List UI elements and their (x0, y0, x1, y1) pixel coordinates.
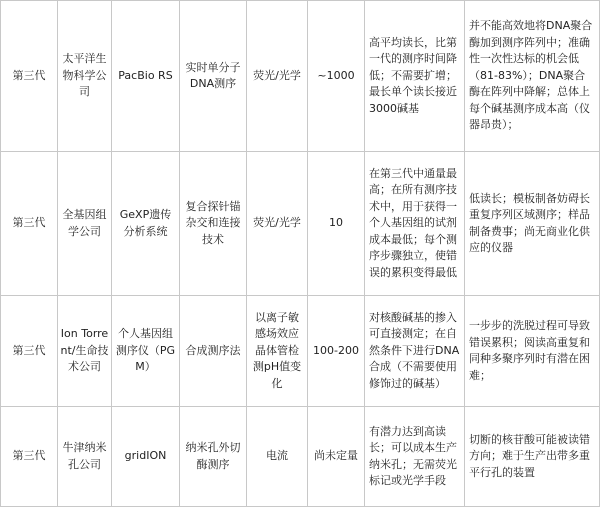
table-row-4-disadvantages: 切断的核苷酸可能被读错方向；难于生产出带多重平行孔的装置 (469, 432, 590, 479)
table-row-1-read-length: ~1000 (317, 68, 355, 82)
table-row-3-advantages: 对核酸碱基的掺入可直接测定；在自然条件下进行DNA合成（不需要使用修饰过的碱基） (369, 310, 460, 390)
table-row-2-disadvantages: 低读长；模板制备妨碍长重复序列区域测序；样品制备费事；尚无商业化供应的仪器 (469, 191, 590, 254)
table-row-3-company: Ion Torrent/生命技术公司 (60, 327, 109, 374)
table-row-4-advantages: 有潜力达到高读长；可以成本生产纳米孔；无需荧光标记或光学手段 (369, 424, 457, 487)
table-row-2-principle: 复合探针锚杂交和连接技术 (185, 199, 241, 246)
table-row-3-generation: 第三代 (12, 343, 46, 357)
table-row-4-company: 牛津纳米孔公司 (62, 441, 107, 471)
table-row-4-read-length: 尚未定量 (314, 449, 358, 463)
table-row-1-principle: 实时单分子DNA测序 (185, 60, 241, 90)
table-row-4-generation: 第三代 (12, 449, 46, 463)
table-row-1-generation: 第三代 (12, 68, 46, 82)
table-row-2-generation: 第三代 (12, 216, 46, 230)
table-row-2-advantages: 在第三代中通量最高；在所有测序技术中，用于获得一个人基因组的试剂成本最低；每个测序步骤独立，使错误的累积变得最低 (369, 166, 457, 279)
table-row-1-company: 太平洋生物科学公司 (62, 52, 107, 99)
table-row-4-detection: 电流 (266, 449, 288, 463)
table-row-1-platform: PacBio RS (118, 68, 173, 82)
table-row-4-platform: gridION (124, 449, 167, 463)
table-row-1-disadvantages: 并不能高效地将DNA聚合酶加到测序阵列中；准确性一次性达标的机会低（81-83%）；DNA聚合酶在阵列中降解；总体上每个碱基测序成本高（仪器昂贵）； (469, 19, 593, 132)
table-row-2-platform: GeXP遗传分析系统 (119, 208, 172, 238)
table-row-1-detection: 荧光/光学 (253, 68, 301, 82)
table-row-2-detection: 荧光/光学 (253, 216, 301, 230)
table-row-2-read-length: 10 (329, 216, 343, 230)
table-row-2-company: 全基因组学公司 (62, 208, 107, 238)
table-row-1-advantages: 高平均读长，比第一代的测序时间降低；不需要扩增；最长单个读长接近3000碱基 (369, 35, 457, 115)
table-row-3-read-length: 100-200 (313, 343, 359, 357)
table-row-3-platform: 个人基因组测序仪（PGM） (115, 327, 176, 374)
table-row-4-principle: 纳米孔外切酶测序 (185, 441, 241, 471)
table-row-3-disadvantages: 一步步的洗脱过程可导致错误累积；阅读高重复和同种多聚序列时有潜在困难； (469, 319, 590, 382)
table-row-3-principle: 合成测序法 (185, 343, 241, 357)
table-row-3-detection: 以离子敏感场效应晶体管检测pH值变化 (252, 310, 302, 390)
